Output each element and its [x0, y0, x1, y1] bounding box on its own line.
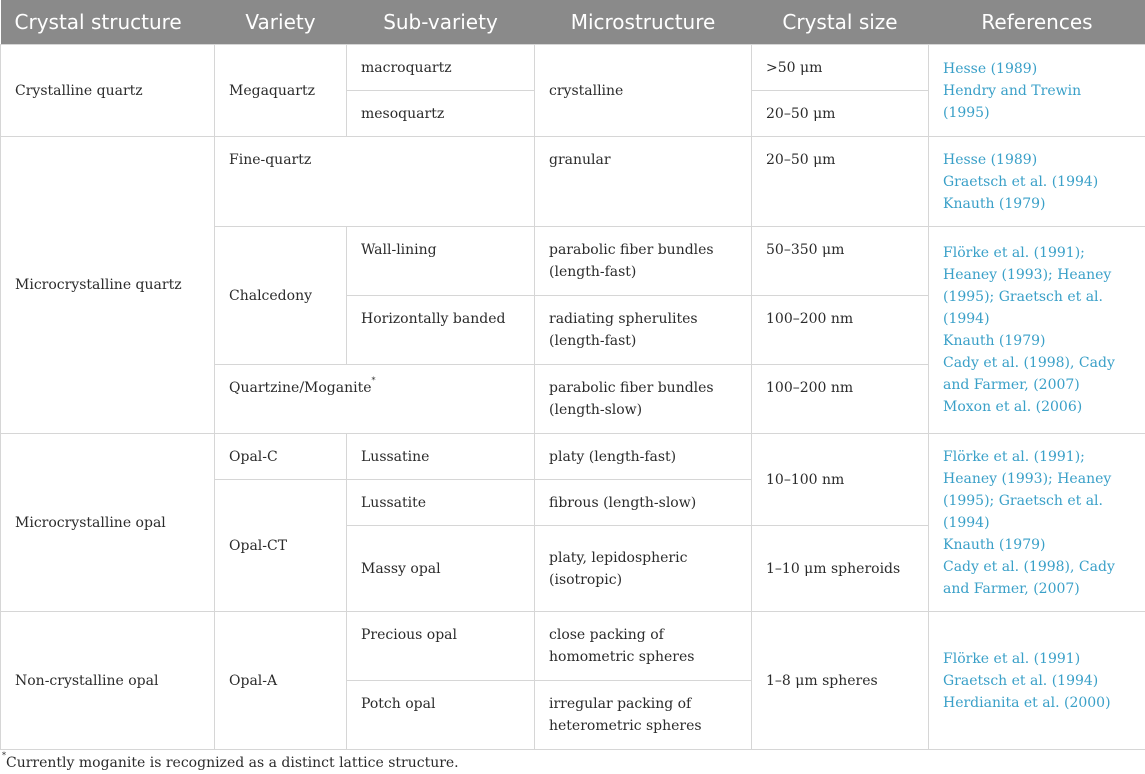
micro-line: radiating spherulites — [549, 311, 698, 327]
reference: (1995); Graetsch et al. — [943, 492, 1103, 509]
header-crystal-structure: Crystal structure — [1, 0, 215, 45]
reference: Herdianita et al. (2000) — [943, 694, 1111, 711]
cell-variety-quartzine — [215, 365, 535, 434]
micro-line: parabolic fiber bundles — [549, 242, 714, 258]
reference: Cady et al. (1998), Cady — [943, 355, 1115, 371]
reference: Graetsch et al. (1994) — [943, 672, 1099, 689]
cell-size-mesoquartz: 20–50 μm — [752, 91, 929, 137]
micro-line: (length-slow) — [549, 402, 643, 418]
cell-sub-macroquartz: macroquartz — [347, 45, 535, 91]
cell-variety-chalcedony: Chalcedony — [215, 227, 347, 365]
cell-micro-potch-opal — [535, 681, 752, 750]
cell-micro-granular: granular — [535, 137, 752, 227]
reference: (1994) — [943, 311, 990, 327]
cell-variety-megaquartz: Megaquartz — [215, 45, 347, 137]
header-row — [1, 0, 1145, 45]
reference: Knauth (1979) — [943, 196, 1046, 212]
table-row — [1, 137, 1145, 227]
reference: Knauth (1979) — [943, 536, 1046, 553]
cell-micro-wall-lining — [535, 227, 752, 296]
reference: Hendry and Trewin — [943, 82, 1082, 99]
reference: Flörke et al. (1991); — [943, 448, 1085, 465]
micro-line: (isotropic) — [549, 571, 623, 588]
table-row — [1, 612, 1145, 681]
quartzine-label: Quartzine/Moganite — [229, 380, 372, 396]
reference: (1995) — [943, 104, 990, 121]
cell-size-fine-quartz: 20–50 μm — [752, 137, 929, 227]
cell-size-lussatine-lussatite: 10–100 nm — [752, 434, 929, 526]
reference: and Farmer, (2007) — [943, 377, 1080, 393]
cell-sub-massy-opal: Massy opal — [347, 526, 535, 612]
micro-line: heterometric spheres — [549, 718, 702, 734]
reference: Heaney (1993); Heaney — [943, 470, 1112, 487]
micro-line: irregular packing of — [549, 696, 692, 712]
header-sub-variety: Sub-variety — [347, 0, 535, 45]
cell-variety-fine-quartz: Fine-quartz — [215, 137, 535, 227]
cell-refs-fine-quartz — [929, 137, 1145, 227]
cell-structure-microcrystalline-opal: Microcrystalline opal — [1, 434, 215, 612]
cell-variety-opal-c: Opal-C — [215, 434, 347, 480]
header-crystal-size: Crystal size — [752, 0, 929, 45]
cell-sub-wall-lining: Wall-lining — [347, 227, 535, 296]
cell-size-quartzine: 100–200 nm — [752, 365, 929, 434]
footnote-mark: * — [2, 751, 6, 760]
cell-size-massy-opal: 1–10 μm spheroids — [752, 526, 929, 612]
header-variety: Variety — [215, 0, 347, 45]
reference: and Farmer, (2007) — [943, 580, 1080, 597]
cell-micro-precious-opal — [535, 612, 752, 681]
reference: (1995); Graetsch et al. — [943, 289, 1103, 305]
cell-sub-horizontally-banded: Horizontally banded — [347, 296, 535, 365]
cell-structure-crystalline-quartz: Crystalline quartz — [1, 45, 215, 137]
cell-refs-microcrystalline-opal — [929, 434, 1145, 612]
micro-line: (length-fast) — [549, 333, 637, 349]
cell-sub-precious-opal: Precious opal — [347, 612, 535, 681]
cell-size-opal-a: 1–8 μm spheres — [752, 612, 929, 750]
reference: Knauth (1979) — [943, 333, 1046, 349]
cell-size-horizontally-banded: 100–200 nm — [752, 296, 929, 365]
header-references: References — [929, 0, 1145, 45]
cell-size-wall-lining: 50–350 μm — [752, 227, 929, 296]
cell-sub-potch-opal: Potch opal — [347, 681, 535, 750]
cell-micro-horizontally-banded — [535, 296, 752, 365]
cell-sub-mesoquartz: mesoquartz — [347, 91, 535, 137]
reference: Flörke et al. (1991); — [943, 245, 1085, 261]
footnote-text: Currently moganite is recognized as a distinct lattice structure. — [6, 755, 459, 771]
cell-variety-opal-a: Opal-A — [215, 612, 347, 750]
cell-size-macroquartz: >50 μm — [752, 45, 929, 91]
cell-structure-non-crystalline-opal: Non-crystalline opal — [1, 612, 215, 750]
cell-micro-crystalline: crystalline — [535, 45, 752, 137]
micro-line: homometric spheres — [549, 649, 695, 665]
footnote-mark: * — [371, 376, 376, 385]
cell-refs-crystalline-quartz — [929, 45, 1145, 137]
header-microstructure: Microstructure — [535, 0, 752, 45]
reference: Heaney (1993); Heaney — [943, 267, 1112, 283]
reference: Hesse (1989) — [943, 60, 1038, 77]
reference: Moxon et al. (2006) — [943, 399, 1083, 415]
micro-line: platy, lepidospheric — [549, 549, 688, 566]
reference: (1994) — [943, 514, 990, 531]
table-row — [1, 45, 1145, 91]
cell-variety-opal-ct: Opal-CT — [215, 480, 347, 612]
micro-line: parabolic fiber bundles — [549, 380, 714, 396]
table-footnote — [2, 752, 459, 774]
cell-sub-lussatite: Lussatite — [347, 480, 535, 526]
reference: Flörke et al. (1991) — [943, 650, 1081, 667]
cell-refs-non-crystalline-opal — [929, 612, 1145, 750]
reference: Hesse (1989) — [943, 152, 1038, 168]
table-row — [1, 434, 1145, 480]
cell-micro-quartzine — [535, 365, 752, 434]
cell-sub-lussatine: Lussatine — [347, 434, 535, 480]
cell-micro-massy-opal — [535, 526, 752, 612]
cell-refs-chalcedony — [929, 227, 1145, 434]
cell-structure-microcrystalline-quartz: Microcrystalline quartz — [1, 137, 215, 434]
reference: Cady et al. (1998), Cady — [943, 558, 1115, 575]
micro-line: (length-fast) — [549, 264, 637, 280]
cell-micro-lussatine: platy (length-fast) — [535, 434, 752, 480]
cell-micro-lussatite: fibrous (length-slow) — [535, 480, 752, 526]
micro-line: close packing of — [549, 627, 664, 643]
reference: Graetsch et al. (1994) — [943, 174, 1099, 190]
